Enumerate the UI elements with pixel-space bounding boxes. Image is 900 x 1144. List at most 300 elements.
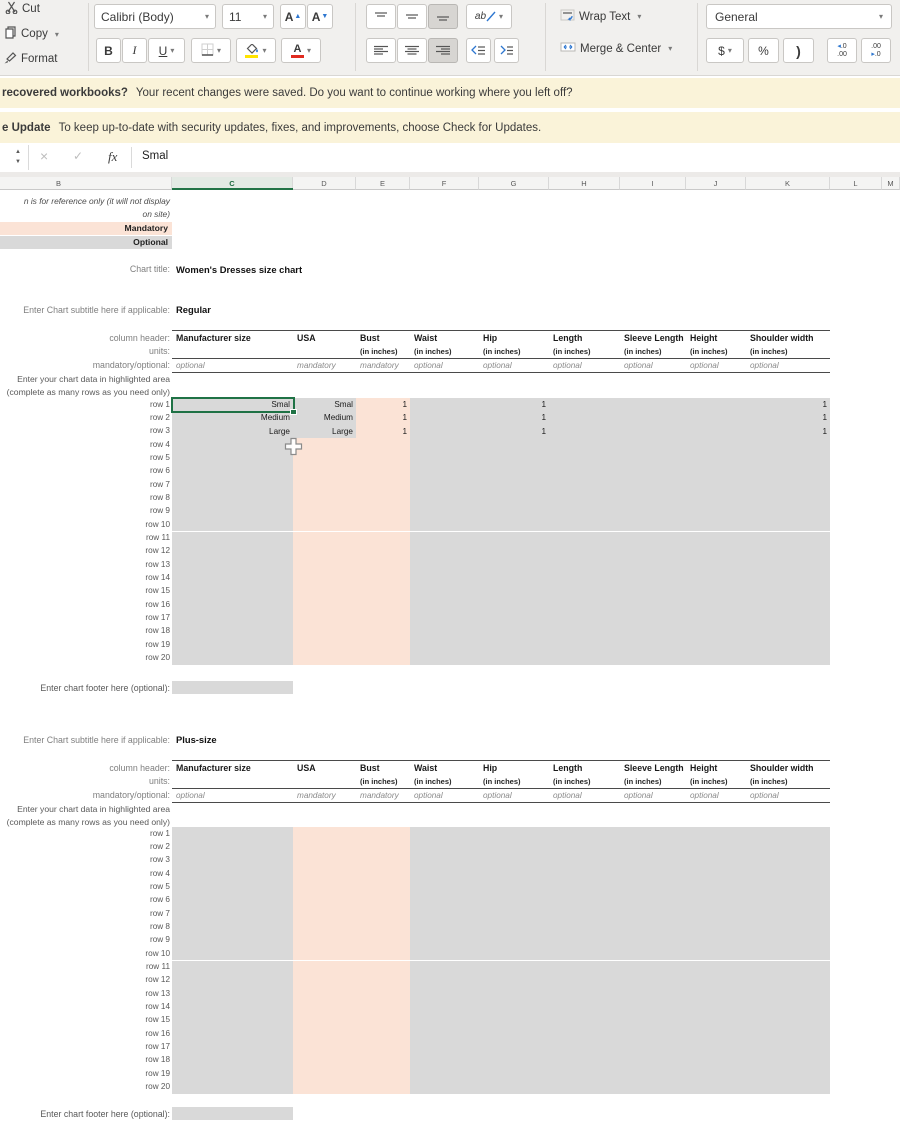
cell[interactable] [549, 974, 620, 987]
cell[interactable] [356, 585, 410, 598]
cell[interactable] [172, 974, 293, 987]
cell[interactable] [293, 491, 356, 504]
legend-optional-cell[interactable]: Optional [0, 236, 172, 249]
cell[interactable] [549, 947, 620, 960]
cell[interactable] [620, 438, 686, 451]
cell[interactable] [410, 625, 479, 638]
cell[interactable] [410, 505, 479, 518]
cell[interactable] [549, 1081, 620, 1094]
cell[interactable] [410, 451, 479, 464]
cell[interactable] [620, 425, 686, 438]
chart-footer-cell[interactable] [172, 681, 293, 694]
cell[interactable] [686, 451, 746, 464]
cell[interactable] [620, 947, 686, 960]
cell[interactable] [746, 1041, 830, 1054]
cell[interactable] [356, 974, 410, 987]
cell[interactable] [172, 491, 293, 504]
cell[interactable] [356, 465, 410, 478]
cell[interactable] [686, 934, 746, 947]
cell[interactable]: 1 [356, 398, 410, 411]
cell[interactable] [172, 532, 293, 545]
cell[interactable] [410, 612, 479, 625]
cell[interactable] [686, 532, 746, 545]
cell[interactable] [172, 518, 293, 531]
cell[interactable] [479, 961, 549, 974]
cell[interactable] [620, 1014, 686, 1027]
cell[interactable] [356, 518, 410, 531]
cell[interactable] [293, 612, 356, 625]
cell[interactable] [356, 638, 410, 651]
cell[interactable] [356, 1001, 410, 1014]
cell[interactable] [549, 545, 620, 558]
cell[interactable] [686, 425, 746, 438]
cell[interactable] [549, 1041, 620, 1054]
cell[interactable]: Medium [293, 411, 356, 424]
cell[interactable] [479, 947, 549, 960]
cell[interactable] [746, 987, 830, 1000]
cell[interactable] [356, 545, 410, 558]
cell[interactable] [479, 1001, 549, 1014]
cell[interactable] [293, 585, 356, 598]
cell[interactable] [172, 920, 293, 933]
subtitle-value[interactable]: Regular [176, 304, 211, 315]
cell[interactable] [356, 598, 410, 611]
cell[interactable] [746, 491, 830, 504]
cell[interactable] [172, 880, 293, 893]
cell[interactable] [410, 1014, 479, 1027]
cell[interactable] [410, 398, 479, 411]
column-header-L[interactable]: L [830, 177, 882, 190]
cell[interactable] [356, 478, 410, 491]
column-header-J[interactable]: J [686, 177, 746, 190]
cell[interactable] [686, 961, 746, 974]
cell[interactable] [410, 987, 479, 1000]
cell[interactable] [686, 1054, 746, 1067]
cell[interactable] [479, 1014, 549, 1027]
cell[interactable] [172, 585, 293, 598]
cell[interactable] [356, 1041, 410, 1054]
cell[interactable] [686, 612, 746, 625]
cell[interactable] [686, 987, 746, 1000]
cell[interactable] [620, 961, 686, 974]
cell[interactable] [620, 880, 686, 893]
cell[interactable] [620, 558, 686, 571]
cell[interactable] [410, 934, 479, 947]
cell[interactable] [293, 987, 356, 1000]
cell[interactable] [549, 398, 620, 411]
cell[interactable] [620, 612, 686, 625]
cell[interactable] [479, 652, 549, 665]
cell[interactable]: 1 [746, 398, 830, 411]
cell[interactable] [356, 961, 410, 974]
cell[interactable] [686, 558, 746, 571]
cell[interactable] [172, 572, 293, 585]
cell[interactable] [686, 1081, 746, 1094]
cell[interactable] [746, 558, 830, 571]
cell[interactable] [746, 451, 830, 464]
cell[interactable] [686, 545, 746, 558]
cell[interactable] [746, 612, 830, 625]
cell[interactable] [746, 961, 830, 974]
cell[interactable] [746, 894, 830, 907]
cell[interactable] [479, 625, 549, 638]
cell[interactable] [746, 840, 830, 853]
cell[interactable] [549, 1067, 620, 1080]
cell[interactable] [293, 505, 356, 518]
cell[interactable] [172, 1027, 293, 1040]
cell[interactable] [549, 465, 620, 478]
cell[interactable] [172, 1041, 293, 1054]
cell[interactable] [293, 1054, 356, 1067]
cell[interactable] [549, 907, 620, 920]
cell[interactable] [549, 505, 620, 518]
cell[interactable] [746, 465, 830, 478]
cell[interactable]: Smal [293, 398, 356, 411]
cell[interactable] [172, 907, 293, 920]
cell[interactable] [293, 894, 356, 907]
cell[interactable] [172, 1067, 293, 1080]
cell[interactable] [620, 1067, 686, 1080]
cell[interactable] [746, 532, 830, 545]
cell[interactable] [410, 478, 479, 491]
cell[interactable] [620, 572, 686, 585]
cell[interactable] [620, 1001, 686, 1014]
name-box-spinner[interactable]: ▲ ▼ [15, 149, 21, 165]
cell[interactable] [620, 478, 686, 491]
cell[interactable] [479, 894, 549, 907]
cell[interactable] [172, 1001, 293, 1014]
cell[interactable] [172, 827, 293, 840]
cell[interactable] [410, 558, 479, 571]
cell[interactable] [746, 1027, 830, 1040]
cell[interactable] [620, 840, 686, 853]
cell[interactable] [686, 1067, 746, 1080]
cell[interactable] [686, 505, 746, 518]
cell[interactable] [479, 612, 549, 625]
cell[interactable] [293, 854, 356, 867]
cell[interactable] [620, 987, 686, 1000]
cell[interactable] [686, 854, 746, 867]
cell[interactable] [549, 518, 620, 531]
cell[interactable] [686, 491, 746, 504]
cell[interactable] [746, 638, 830, 651]
cell[interactable] [356, 1081, 410, 1094]
cell[interactable] [746, 1054, 830, 1067]
cell[interactable] [410, 920, 479, 933]
cell[interactable] [479, 840, 549, 853]
cell[interactable] [549, 612, 620, 625]
cell[interactable] [746, 1014, 830, 1027]
cell[interactable] [410, 1041, 479, 1054]
column-header-K[interactable]: K [746, 177, 830, 190]
cell[interactable] [479, 854, 549, 867]
cell[interactable] [356, 505, 410, 518]
cell[interactable] [549, 987, 620, 1000]
cancel-icon[interactable]: × [40, 148, 49, 164]
formula-input[interactable]: Smal [142, 150, 169, 162]
cell[interactable] [172, 438, 293, 451]
cell[interactable] [686, 438, 746, 451]
cell[interactable] [410, 411, 479, 424]
cell[interactable] [172, 652, 293, 665]
cell[interactable] [686, 625, 746, 638]
cell[interactable] [356, 652, 410, 665]
cell[interactable] [410, 907, 479, 920]
cell[interactable] [479, 1041, 549, 1054]
subtitle-value[interactable]: Plus-size [176, 733, 217, 745]
cell[interactable] [549, 558, 620, 571]
cell[interactable]: Large [172, 425, 293, 438]
cell[interactable] [620, 545, 686, 558]
column-header-G[interactable]: G [479, 177, 549, 190]
cell[interactable] [479, 827, 549, 840]
cell[interactable] [479, 867, 549, 880]
cell[interactable] [620, 920, 686, 933]
cell[interactable] [356, 1027, 410, 1040]
cell[interactable] [620, 598, 686, 611]
cell[interactable] [479, 478, 549, 491]
cell[interactable] [620, 1041, 686, 1054]
cell[interactable] [172, 894, 293, 907]
cell[interactable] [549, 1027, 620, 1040]
cell[interactable] [479, 907, 549, 920]
cell[interactable]: Smal [172, 398, 293, 411]
cell[interactable] [410, 854, 479, 867]
cell[interactable] [293, 880, 356, 893]
cell[interactable] [549, 478, 620, 491]
legend-mandatory-cell[interactable]: Mandatory [0, 222, 172, 235]
cell[interactable] [172, 478, 293, 491]
cell[interactable] [746, 974, 830, 987]
cell[interactable] [410, 545, 479, 558]
cell[interactable] [746, 827, 830, 840]
cell[interactable] [620, 867, 686, 880]
cell[interactable] [293, 518, 356, 531]
cell[interactable] [172, 638, 293, 651]
cell[interactable] [293, 572, 356, 585]
cell[interactable] [410, 1054, 479, 1067]
cell[interactable] [410, 827, 479, 840]
cell[interactable] [479, 505, 549, 518]
cell[interactable] [410, 585, 479, 598]
cell[interactable] [172, 612, 293, 625]
cell[interactable] [479, 438, 549, 451]
cell[interactable] [620, 934, 686, 947]
cell[interactable]: 1 [356, 411, 410, 424]
cell[interactable] [356, 934, 410, 947]
cell[interactable] [686, 1041, 746, 1054]
cell[interactable] [356, 827, 410, 840]
cell[interactable] [746, 867, 830, 880]
cell[interactable] [686, 880, 746, 893]
cell[interactable] [620, 652, 686, 665]
cell[interactable] [172, 947, 293, 960]
cell[interactable] [356, 625, 410, 638]
cell[interactable] [479, 920, 549, 933]
cell[interactable] [479, 638, 549, 651]
cell[interactable] [549, 961, 620, 974]
cell[interactable] [356, 1054, 410, 1067]
cell[interactable] [356, 987, 410, 1000]
cell[interactable]: Medium [172, 411, 293, 424]
cell[interactable] [293, 1041, 356, 1054]
cell[interactable] [549, 532, 620, 545]
cell[interactable] [549, 880, 620, 893]
cell[interactable] [549, 827, 620, 840]
column-header-I[interactable]: I [620, 177, 686, 190]
cell[interactable] [410, 425, 479, 438]
cell[interactable] [172, 558, 293, 571]
cell[interactable] [356, 894, 410, 907]
cell[interactable] [620, 1027, 686, 1040]
cell[interactable] [686, 638, 746, 651]
cell[interactable] [620, 518, 686, 531]
cell[interactable] [686, 920, 746, 933]
cell[interactable] [356, 558, 410, 571]
cell[interactable] [479, 1081, 549, 1094]
cell[interactable] [293, 545, 356, 558]
cell[interactable] [479, 491, 549, 504]
cell[interactable] [356, 854, 410, 867]
cell[interactable] [620, 532, 686, 545]
cell[interactable] [410, 880, 479, 893]
cell[interactable] [620, 411, 686, 424]
cell[interactable] [746, 545, 830, 558]
cell[interactable] [746, 505, 830, 518]
column-header-H[interactable]: H [549, 177, 620, 190]
chart-title-value[interactable]: Women's Dresses size chart [176, 263, 303, 275]
cell[interactable] [479, 465, 549, 478]
cell[interactable] [356, 491, 410, 504]
cell[interactable] [293, 840, 356, 853]
cell[interactable] [746, 1081, 830, 1094]
cell[interactable] [686, 652, 746, 665]
cell[interactable] [620, 491, 686, 504]
cell[interactable] [293, 974, 356, 987]
cell[interactable] [293, 638, 356, 651]
cell[interactable] [410, 1001, 479, 1014]
cell[interactable] [356, 572, 410, 585]
cell[interactable] [686, 478, 746, 491]
cell[interactable] [479, 532, 549, 545]
cell[interactable] [172, 1014, 293, 1027]
cell[interactable] [620, 1081, 686, 1094]
cell[interactable] [549, 598, 620, 611]
cell[interactable] [479, 974, 549, 987]
cell[interactable] [356, 451, 410, 464]
cell[interactable] [686, 411, 746, 424]
cell[interactable] [549, 894, 620, 907]
cell[interactable] [746, 572, 830, 585]
chart-footer-cell[interactable] [172, 1107, 293, 1120]
cell[interactable] [293, 1001, 356, 1014]
cell[interactable] [172, 625, 293, 638]
cell[interactable] [479, 558, 549, 571]
cell[interactable] [746, 652, 830, 665]
cell[interactable] [620, 465, 686, 478]
cell[interactable] [293, 478, 356, 491]
cell[interactable] [549, 451, 620, 464]
cell[interactable] [293, 532, 356, 545]
cell[interactable] [746, 598, 830, 611]
cell[interactable] [356, 920, 410, 933]
cell[interactable] [293, 1014, 356, 1027]
cell[interactable] [172, 1081, 293, 1094]
cell[interactable] [479, 987, 549, 1000]
cell[interactable] [686, 585, 746, 598]
cell[interactable] [172, 987, 293, 1000]
cell[interactable] [746, 478, 830, 491]
cell[interactable] [746, 907, 830, 920]
cell[interactable] [686, 465, 746, 478]
cell[interactable] [410, 532, 479, 545]
cell[interactable] [686, 1027, 746, 1040]
cell[interactable] [746, 947, 830, 960]
cell[interactable] [686, 1014, 746, 1027]
cell[interactable] [549, 625, 620, 638]
cell[interactable] [620, 585, 686, 598]
cell[interactable] [479, 451, 549, 464]
cell[interactable] [479, 1067, 549, 1080]
cell[interactable] [356, 1067, 410, 1080]
cell[interactable] [686, 827, 746, 840]
cell[interactable] [746, 854, 830, 867]
cell[interactable] [549, 438, 620, 451]
cell[interactable] [686, 572, 746, 585]
cell[interactable] [479, 585, 549, 598]
cell[interactable] [549, 572, 620, 585]
cell[interactable] [620, 625, 686, 638]
cell[interactable] [356, 438, 410, 451]
cell[interactable] [746, 880, 830, 893]
cell[interactable] [172, 961, 293, 974]
cell[interactable] [686, 894, 746, 907]
cell[interactable] [293, 465, 356, 478]
cell[interactable] [293, 934, 356, 947]
cell[interactable] [686, 867, 746, 880]
cell[interactable] [293, 625, 356, 638]
cell[interactable] [479, 1054, 549, 1067]
cell[interactable] [410, 947, 479, 960]
cell[interactable] [549, 1054, 620, 1067]
cell[interactable] [356, 840, 410, 853]
cell[interactable] [686, 840, 746, 853]
cell[interactable] [620, 638, 686, 651]
cell[interactable]: 1 [356, 425, 410, 438]
cell[interactable] [479, 1027, 549, 1040]
column-header-C[interactable]: C [172, 177, 293, 190]
cell[interactable] [746, 625, 830, 638]
cell[interactable] [410, 894, 479, 907]
cell[interactable] [172, 598, 293, 611]
cell[interactable] [172, 545, 293, 558]
cell[interactable] [746, 1067, 830, 1080]
cell[interactable] [620, 398, 686, 411]
cell[interactable] [549, 867, 620, 880]
cell[interactable] [172, 934, 293, 947]
column-header-B[interactable]: B [0, 177, 172, 190]
cell[interactable] [410, 518, 479, 531]
cell[interactable] [746, 585, 830, 598]
cell[interactable] [293, 867, 356, 880]
cell[interactable] [293, 961, 356, 974]
cell[interactable] [172, 854, 293, 867]
cell[interactable] [293, 1067, 356, 1080]
cell[interactable] [746, 934, 830, 947]
cell[interactable] [479, 545, 549, 558]
cell[interactable] [356, 1014, 410, 1027]
cell[interactable] [549, 920, 620, 933]
